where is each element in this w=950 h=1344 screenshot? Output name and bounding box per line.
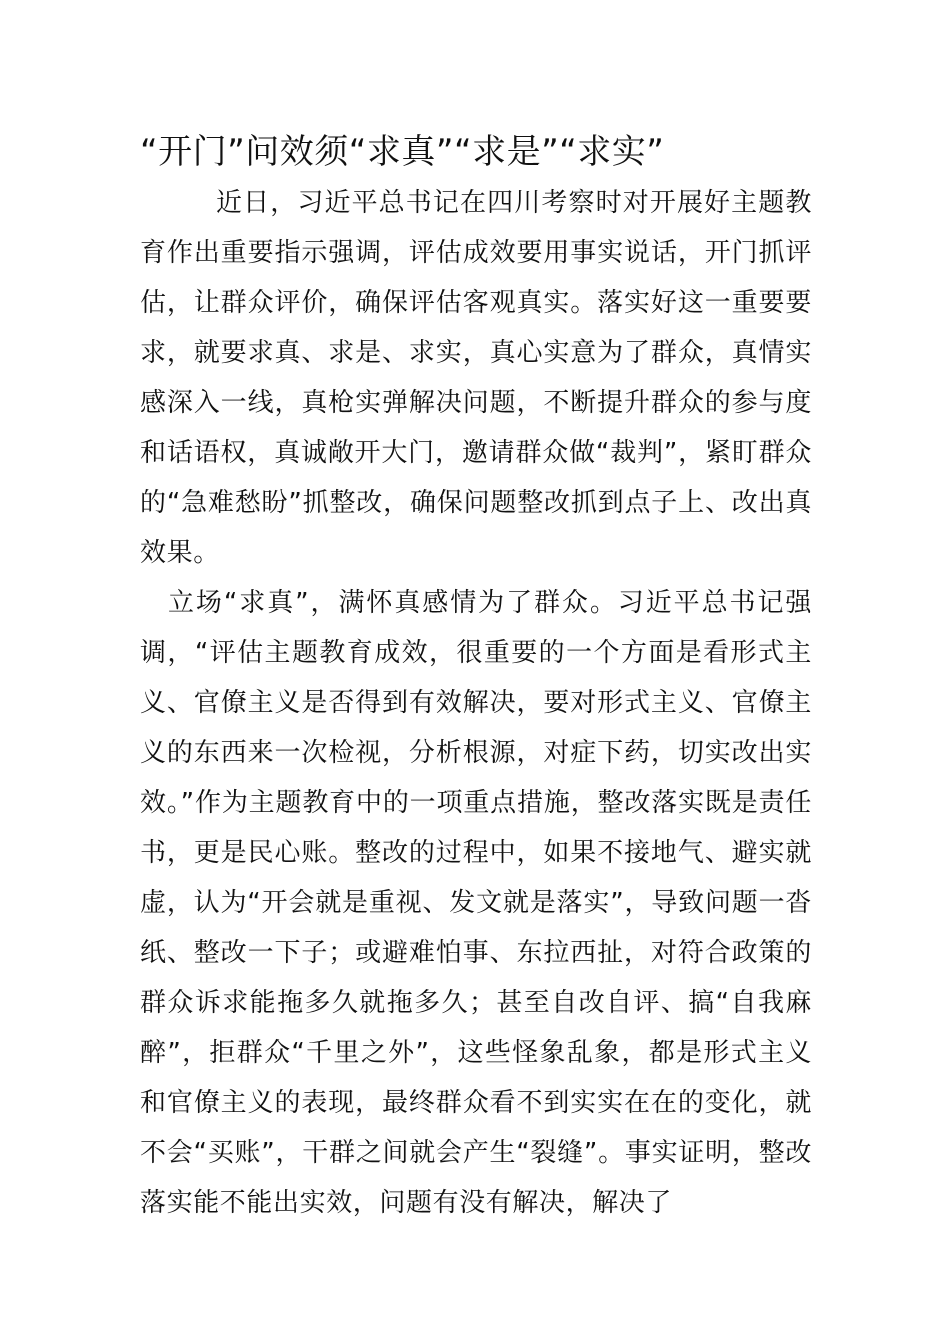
paragraph-intro: 近日，习近平总书记在四川考察时对开展好主题教育作出重要指示强调，评估成效要用事实说话，开门抓评估，让群众评价，确保评估客观真实。落实好这一重要要求，就要求真、求是、求实，真心实意为了群众，真情实感深入一线，真枪实弹解决问题，不断提升群众的参与度和话语权，真诚敞开大门，邀请群众做“裁判”，紧盯群众的“急难愁盼”抓整改，确保问题整改抓到点子上、改出真效果。 <box>140 188 812 568</box>
paragraph-stance-seek-truth: 立场“求真”，满怀真感情为了群众。习近平总书记强调，“评估主题教育成效，很重要的一个方面是看形式主义、官僚主义是否得到有效解决，要对形式主义、官僚主义的东西来一次检视，分析根源，对症下药，切实改出实效。”作为主题教育中的一项重点措施，整改落实既是责任书，更是民心账。整改的过程中，如果不接地气、避实就虚，认为“开会就是重视、发文就是落实”，导致问题一沓纸、整改一下子；或避难怕事、东拉西扯，对符合政策的群众诉求能拖多久就拖多久；甚至自改自评、搞“自我麻醉”，拒群众“千里之外”，这些怪象乱象，都是形式主义和官僚主义的表现，最终群众看不到实实在在的变化，就不会“买账”，干群之间就会产生“裂缝”。事实证明，整改落实能不能出实效，问题有没有解决，解决了 <box>140 588 812 1218</box>
document-title: “开门”问效须“求真”“求是”“求实” <box>140 132 665 172</box>
document-body <box>140 178 812 1228</box>
